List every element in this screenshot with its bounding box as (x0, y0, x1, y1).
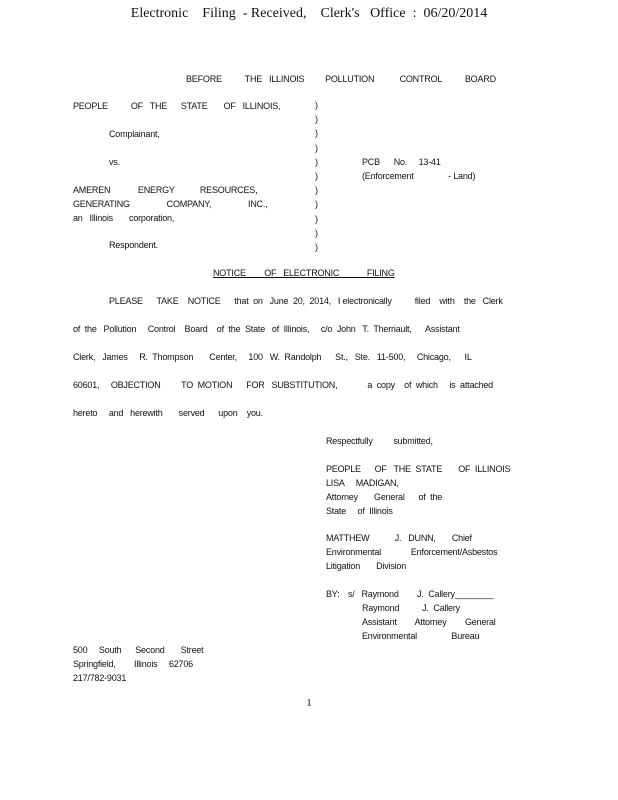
respectfully-submitted: Respectfully submitted, (326, 436, 433, 446)
respondent-label: Respondent. (109, 240, 158, 250)
notice-body-line: 60601, OBJECTION TO MOTION FOR SUBSTITUTION, a copy of which is attached (73, 380, 493, 390)
notice-title: NOTICE OF ELECTRONIC FILING (213, 268, 395, 278)
notice-body-line: Clerk, James R. Thompson Center, 100 W. Randolph St., Ste. 11-500, Chicago, IL (73, 352, 472, 362)
board-title: BEFORE THE ILLINOIS POLLUTION CONTROL BOARD (186, 74, 496, 84)
signer-bureau: Environmental Bureau (362, 631, 480, 641)
caption-brackets: ) ) ) ) ) ) ) ) ) ) ) (315, 100, 318, 253)
address-city: Springfield, Illinois 62706 (73, 659, 193, 669)
chief-name: MATTHEW J. DUNN, Chief (326, 533, 472, 543)
by-label: BY: (326, 589, 340, 599)
attorney-general-title: Attorney General of the (326, 492, 443, 502)
attorney-general-name: LISA MADIGAN, (326, 478, 399, 488)
signer-title: Assistant Attorney General (362, 617, 496, 627)
address-street: 500 South Second Street (73, 645, 204, 655)
defendant-name-line3: an Illinois corporation, (73, 213, 175, 223)
case-type: (Enforcement - Land) (362, 171, 476, 181)
attorney-general-state: State of Illinois (326, 506, 393, 516)
notice-body-line: of the Pollution Control Board of the State of Illinois, c/o John T. Therriault, Assistant (73, 324, 460, 334)
electronic-signature: s/ Raymond J. Callery________ (348, 589, 494, 599)
signer-name: Raymond J. Callery (362, 603, 460, 613)
address-phone: 217/782-9031 (73, 673, 127, 683)
page-number: 1 (306, 697, 312, 709)
notice-body-line: PLEASE TAKE NOTICE that on June 20, 2014, I electronically filed with the Clerk (109, 296, 503, 306)
versus-label: vs. (109, 157, 120, 167)
case-number: PCB No. 13-41 (362, 157, 441, 167)
signature-party: PEOPLE OF THE STATE OF ILLINOIS (326, 464, 511, 474)
chief-title: Environmental Enforcement/Asbestos (326, 547, 498, 557)
filing-stamp-header: Electronic Filing - Received, Clerk's Office : 06/20/2014 (130, 6, 488, 21)
complainant-label: Complainant, (109, 129, 160, 139)
defendant-name-line1: AMEREN ENERGY RESOURCES, (73, 185, 258, 195)
defendant-name-line2: GENERATING COMPANY, INC., (73, 199, 268, 209)
plaintiff-name: PEOPLE OF THE STATE OF ILLINOIS, (73, 101, 281, 111)
notice-body-line: hereto and herewith served upon you. (73, 408, 263, 418)
chief-division: Litigation Division (326, 561, 407, 571)
